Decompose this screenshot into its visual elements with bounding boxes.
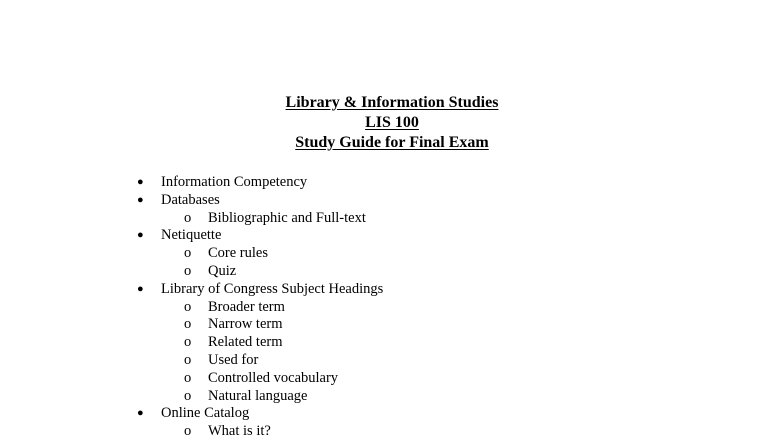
subtopic-label: Core rules (208, 245, 268, 262)
subtopic-label: Related term (208, 334, 283, 351)
heading-line-guide-title: Study Guide for Final Exam (295, 134, 489, 151)
bullet-icon: ● (137, 176, 144, 188)
sub-bullet-icon: o (184, 369, 192, 386)
topic-label: Netiquette (161, 227, 222, 244)
topic-label: Online Catalog (161, 405, 250, 422)
subtopic-item (0, 352, 784, 370)
sub-bullet-icon: o (184, 423, 192, 440)
sub-bullet-icon: o (184, 387, 192, 404)
sub-bullet-icon: o (184, 298, 192, 315)
sub-bullet-icon: o (184, 351, 192, 368)
subtopic-item (0, 388, 784, 406)
subtopic-item (0, 423, 784, 441)
bullet-icon: ● (137, 193, 144, 206)
subtopic-item (0, 210, 784, 228)
subtopic-label: Narrow term (208, 316, 283, 333)
subtopic-label: Bibliographic and Full-text (208, 209, 366, 226)
sub-bullet-icon: o (184, 245, 192, 262)
topic-item (0, 281, 784, 299)
subtopic-label: Broader term (208, 298, 285, 315)
bullet-icon: ● (137, 282, 144, 295)
bullet-icon: ● (137, 229, 144, 242)
topic-label: Databases (161, 191, 220, 208)
subtopic-item (0, 245, 784, 263)
bullet-icon: ● (137, 407, 144, 420)
subtopic-item (0, 263, 784, 281)
subtopic-label: What is it? (208, 423, 271, 440)
topic-label: Library of Congress Subject Headings (161, 280, 384, 297)
document-heading (0, 93, 784, 153)
sub-bullet-icon: o (184, 262, 192, 279)
subtopic-label: Natural language (208, 387, 308, 404)
study-topics-list (0, 174, 784, 441)
topic-item (0, 174, 784, 192)
subtopic-label: Quiz (208, 262, 237, 279)
subtopic-label: Used for (208, 351, 259, 368)
topic-item (0, 405, 784, 423)
topic-item (0, 192, 784, 210)
subtopic-item (0, 316, 784, 334)
heading-line-department: Library & Information Studies (285, 94, 499, 111)
sub-bullet-icon: o (184, 316, 192, 333)
topic-label: Information Competency (161, 174, 308, 190)
subtopic-item (0, 370, 784, 388)
subtopic-label: Controlled vocabulary (208, 369, 339, 386)
topic-item (0, 227, 784, 245)
sub-bullet-icon: o (184, 334, 192, 351)
sub-bullet-icon: o (184, 209, 192, 226)
subtopic-item (0, 334, 784, 352)
subtopic-item (0, 299, 784, 317)
heading-line-course: LIS 100 (365, 114, 419, 131)
